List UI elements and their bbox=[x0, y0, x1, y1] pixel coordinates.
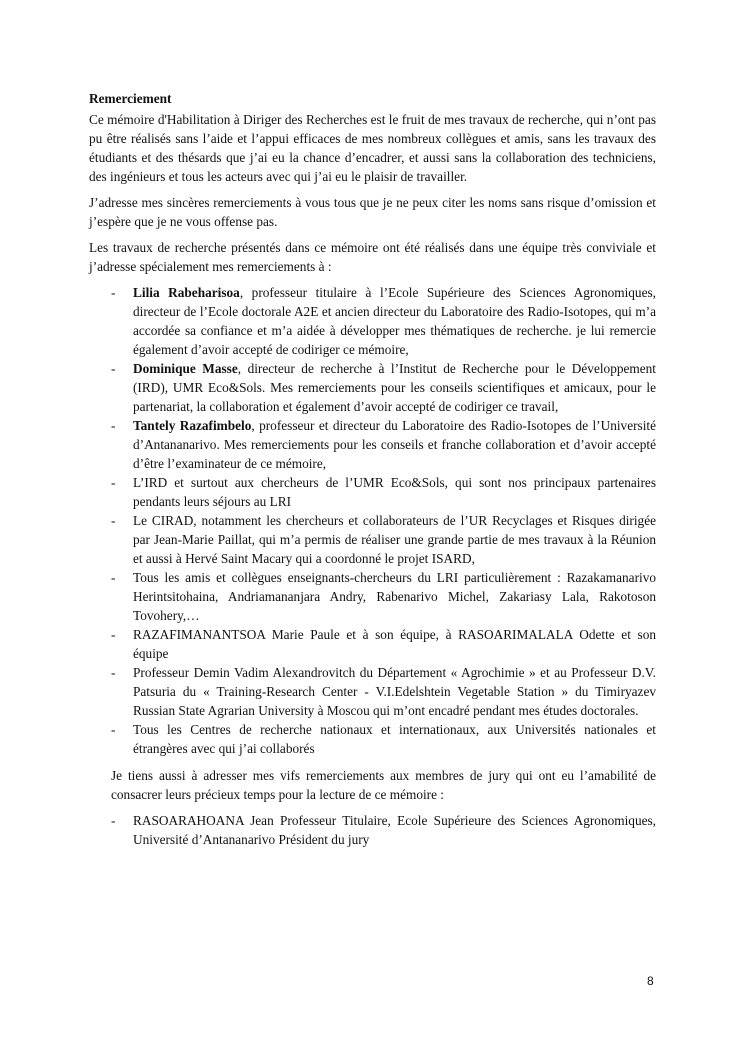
list-dash: - bbox=[111, 570, 116, 585]
intro-paragraph: Ce mémoire d'Habilitation à Diriger des Recherches est le fruit de mes travaux de recherche, qui n’ont pas pu être réalisés sans l’aide et l’appui efficaces de mes nombreux collègues et amis, sans les travaux des étudiants et des thésards que j’ai eu la chance d’encadrer, et aussi sans la collaboration des techniciens, des ingénieurs et tous les acteurs avec qui j’ai eu le plaisir de travailler. bbox=[89, 112, 656, 184]
list-dash: - bbox=[111, 418, 116, 433]
list-item-text: Tous les amis et collègues enseignants-chercheurs du LRI particulièrement : Razakamanarivo Herintsitohaina, Andriamananjara Andry, Rabenarivo Michel, Zakariasy Lala, Rakotoson Tovohery,… bbox=[133, 570, 656, 623]
list-item-text: L’IRD et surtout aux chercheurs de l’UMR Eco&Sols, qui sont nos principaux partenaires pendants leurs séjours au LRI bbox=[133, 475, 656, 509]
list-item bbox=[89, 416, 656, 473]
person-name: Tantely Razafimbelo bbox=[133, 418, 252, 433]
acknowledgement-list bbox=[89, 283, 656, 758]
page-number: 8 bbox=[647, 974, 654, 988]
list-item-text: , directeur de recherche à l’Institut de Recherche pour le Développement (IRD), UMR Eco&Sols. Mes remerciements pour les conseils scientifiques et amicaux, pour le partenariat, la collaboration et également d’avoir accepté de codiriger ce travail, bbox=[133, 361, 656, 414]
list-item bbox=[89, 473, 656, 511]
list-dash: - bbox=[111, 285, 116, 300]
list-dash: - bbox=[111, 722, 116, 737]
list-item bbox=[89, 359, 656, 416]
document-body bbox=[89, 89, 656, 849]
list-dash: - bbox=[111, 513, 116, 528]
list-item-text: , professeur et directeur du Laboratoire des Radio-Isotopes de l’Université d’Antananarivo. Mes remerciements pour les conseils et franche collaboration et d’avoir accepté d’être l’examinateur de ce mémoire, bbox=[133, 418, 657, 471]
list-item bbox=[89, 511, 656, 568]
list-item-text: RAZAFIMANANTSOA Marie Paule et à son équipe, à RASOARIMALALA Odette et son équipe bbox=[133, 627, 656, 661]
list-item bbox=[89, 720, 656, 758]
list-item-text: Tous les Centres de recherche nationaux et internationaux, aux Universités nationales et étrangères avec qui j’ai collaborés bbox=[133, 722, 656, 756]
list-item-text: Le CIRAD, notamment les chercheurs et collaborateurs de l’UR Recyclages et Risques dirigée par Jean-Marie Paillat, qui m’a permis de réaliser une grande partie de mes travaux à la Réunion et aussi à Hervé Saint Macary qui a coordonné le projet ISARD, bbox=[133, 513, 656, 566]
thanks-paragraph: J’adresse mes sincères remerciements à vous tous que je ne peux citer les noms sans risque d’omission et j’espère que je ne vous offense pas. bbox=[89, 195, 656, 229]
person-name: Lilia Rabeharisoa bbox=[133, 285, 240, 300]
jury-intro-paragraph: Je tiens aussi à adresser mes vifs remerciements aux membres de jury qui ont eu l’amabilité de consacrer leurs précieux temps pour la lecture de ce mémoire : bbox=[111, 768, 656, 802]
list-dash: - bbox=[111, 813, 116, 828]
list-item bbox=[89, 811, 656, 849]
list-item-text: RASOARAHOANA Jean Professeur Titulaire, Ecole Supérieure des Sciences Agronomiques, Université d’Antananarivo Président du jury bbox=[133, 813, 656, 847]
list-dash: - bbox=[111, 361, 116, 376]
team-paragraph: Les travaux de recherche présentés dans ce mémoire ont été réalisés dans une équipe très conviviale et j’adresse spécialement mes remerciements à : bbox=[89, 240, 656, 274]
jury-list bbox=[89, 811, 656, 849]
section-heading: Remerciement bbox=[89, 91, 172, 106]
list-item bbox=[89, 283, 656, 359]
person-name: Dominique Masse bbox=[133, 361, 238, 376]
list-dash: - bbox=[111, 627, 116, 642]
list-dash: - bbox=[111, 475, 116, 490]
list-item bbox=[89, 625, 656, 663]
list-item bbox=[89, 663, 656, 720]
list-item-text: Professeur Demin Vadim Alexandrovitch du Département « Agrochimie » et au Professeur D.V. Patsuria du « Training-Research Center - V.I.Edelshtein Vegetable Station » du Timiryazev Russian State Agrarian University à Moscou qui m’ont encadré pendant mes études doctorales. bbox=[133, 665, 656, 718]
list-item bbox=[89, 568, 656, 625]
list-dash: - bbox=[111, 665, 116, 680]
list-item-text: , professeur titulaire à l’Ecole Supérieure des Sciences Agronomiques, directeur de l’Ecole doctorale A2E et ancien directeur du Laboratoire des Radio-Isotopes, qui m’a accordée sa confiance et m’a aidée à développer mes thématiques de recherche. je lui remercie également d’avoir accepté de codiriger ce mémoire, bbox=[133, 285, 656, 357]
